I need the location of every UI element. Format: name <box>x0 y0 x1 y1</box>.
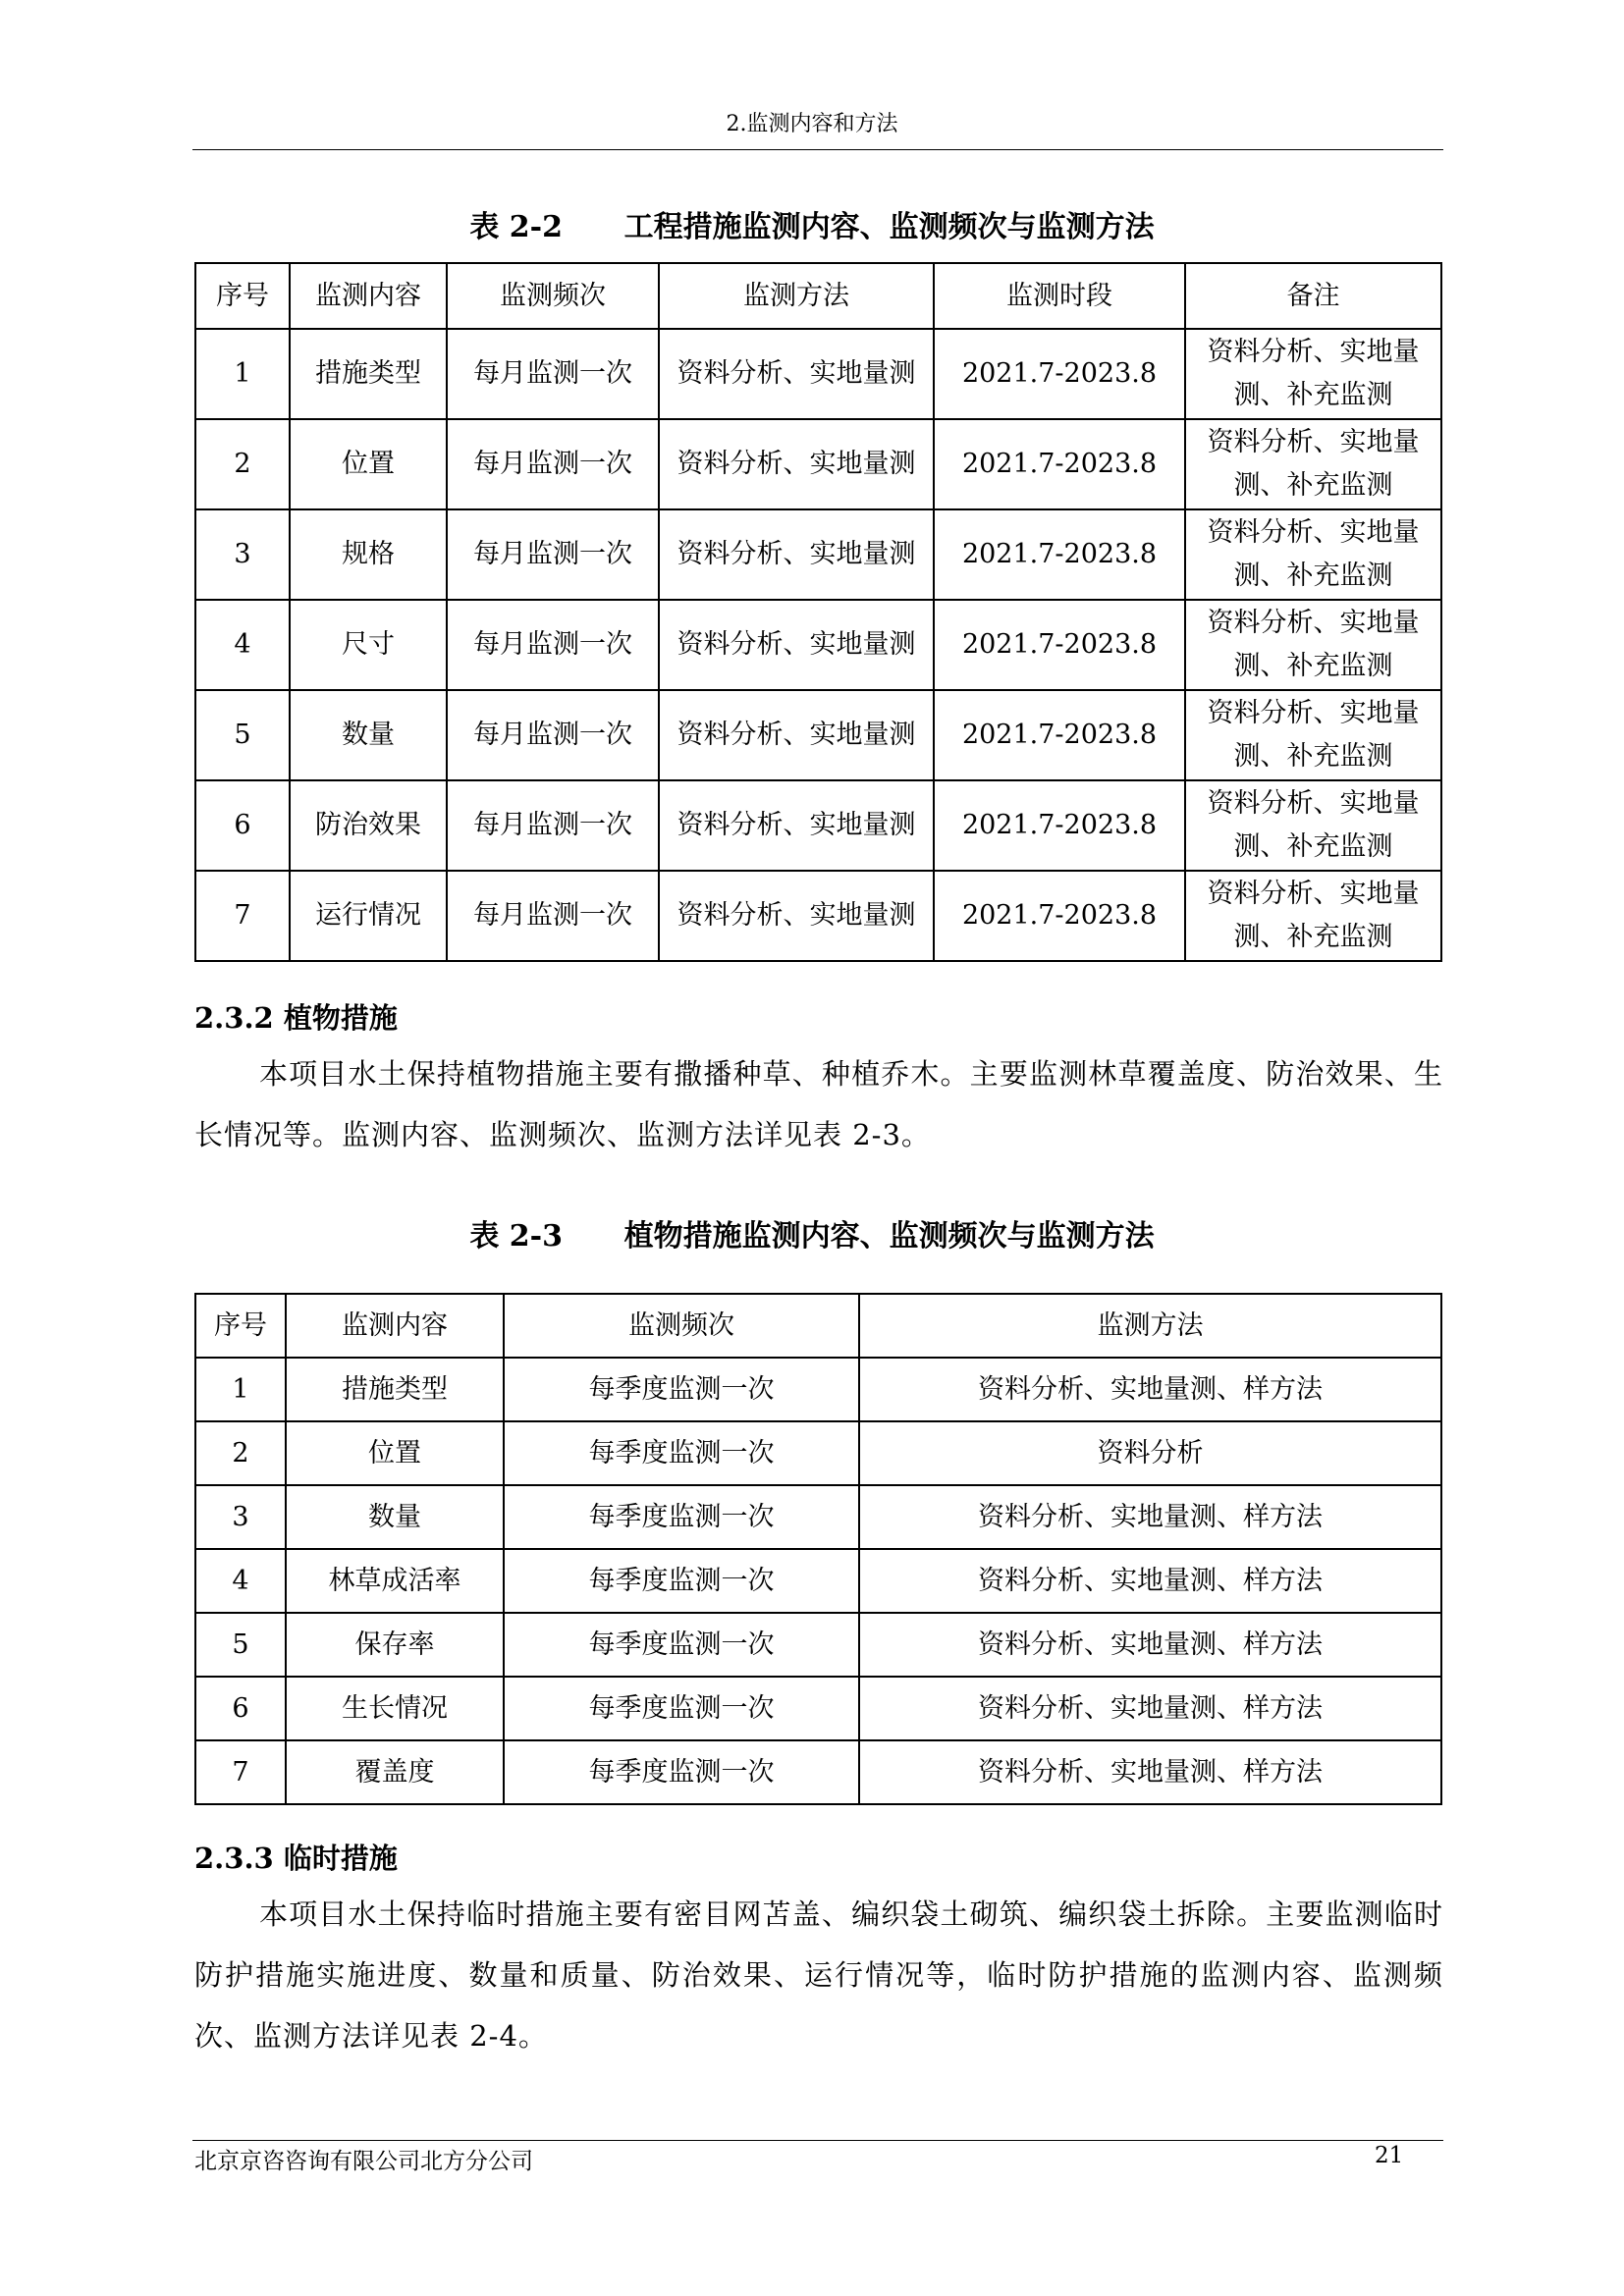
table-2-2 <box>194 262 1442 962</box>
table-cell: 资料分析、实地量测、补充监测 <box>1185 600 1441 690</box>
footer-rule <box>192 2140 1443 2141</box>
table-cell: 资料分析、实地量测 <box>659 600 934 690</box>
column-header: 监测频次 <box>447 263 659 329</box>
table-2-3-body <box>195 1358 1441 1804</box>
column-header: 监测方法 <box>659 263 934 329</box>
column-header: 序号 <box>195 263 290 329</box>
table-cell: 2021.7-2023.8 <box>934 871 1185 961</box>
table-cell: 资料分析、实地量测 <box>659 419 934 509</box>
table-row <box>195 690 1441 780</box>
table-cell: 资料分析、实地量测、样方法 <box>859 1677 1441 1740</box>
table-cell: 资料分析、实地量测 <box>659 329 934 419</box>
table-row <box>195 509 1441 600</box>
table-row <box>195 600 1441 690</box>
table-cell: 每季度监测一次 <box>504 1740 859 1804</box>
table-row <box>195 1549 1441 1613</box>
table-2-2-caption: 表 2-2 工程措施监测内容、监测频次与监测方法 <box>469 210 1155 244</box>
section-heading-2-3-3: 2.3.3 临时措施 <box>194 1842 398 1875</box>
column-header: 监测时段 <box>934 263 1185 329</box>
running-header: 2.监测内容和方法 <box>726 112 898 136</box>
table-cell: 资料分析、实地量测、样方法 <box>859 1485 1441 1549</box>
table-cell: 资料分析、实地量测、补充监测 <box>1185 690 1441 780</box>
table-cell: 2021.7-2023.8 <box>934 329 1185 419</box>
table-cell: 防治效果 <box>290 780 447 871</box>
table-row <box>195 1613 1441 1677</box>
table-cell: 每季度监测一次 <box>504 1485 859 1549</box>
table-cell: 覆盖度 <box>286 1740 504 1804</box>
table-2-3-caption: 表 2-3 植物措施监测内容、监测频次与监测方法 <box>469 1219 1155 1254</box>
column-header: 备注 <box>1185 263 1441 329</box>
table-cell: 1 <box>195 1358 286 1421</box>
table-2-2-body <box>195 329 1441 961</box>
table-cell: 2021.7-2023.8 <box>934 600 1185 690</box>
table-cell: 4 <box>195 1549 286 1613</box>
table-cell: 资料分析、实地量测、补充监测 <box>1185 871 1441 961</box>
table-row <box>195 780 1441 871</box>
table-cell: 措施类型 <box>286 1358 504 1421</box>
page-number: 21 <box>1375 2143 1404 2168</box>
table-cell: 尺寸 <box>290 600 447 690</box>
table-row <box>195 871 1441 961</box>
table-cell: 每月监测一次 <box>447 419 659 509</box>
table-cell: 生长情况 <box>286 1677 504 1740</box>
table-cell: 每季度监测一次 <box>504 1549 859 1613</box>
paragraph-2-3-2: 本项目水土保持植物措施主要有撒播种草、种植乔木。主要监测林草覆盖度、防治效果、生长情况等。监测内容、监测频次、监测方法详见表 2-3。 <box>194 1057 1443 1151</box>
table-cell: 每月监测一次 <box>447 780 659 871</box>
table-cell: 5 <box>195 690 290 780</box>
table-cell: 2 <box>195 419 290 509</box>
table-row <box>195 419 1441 509</box>
table-row <box>195 1358 1441 1421</box>
table-cell: 6 <box>195 1677 286 1740</box>
table-2-3 <box>194 1293 1442 1805</box>
table-cell: 每季度监测一次 <box>504 1421 859 1485</box>
table-cell: 每月监测一次 <box>447 871 659 961</box>
table-cell: 5 <box>195 1613 286 1677</box>
table-cell: 每季度监测一次 <box>504 1613 859 1677</box>
table-cell: 资料分析、实地量测、补充监测 <box>1185 780 1441 871</box>
table-cell: 数量 <box>290 690 447 780</box>
table-cell: 资料分析、实地量测 <box>659 780 934 871</box>
column-header: 监测方法 <box>859 1294 1441 1358</box>
table-cell: 保存率 <box>286 1613 504 1677</box>
column-header: 序号 <box>195 1294 286 1358</box>
table-cell: 资料分析、实地量测、补充监测 <box>1185 419 1441 509</box>
table-row <box>195 1421 1441 1485</box>
table-cell: 资料分析、实地量测 <box>659 871 934 961</box>
table-row <box>195 1740 1441 1804</box>
footer-company: 北京京咨咨询有限公司北方分公司 <box>194 2149 533 2174</box>
table-row <box>195 1677 1441 1740</box>
table-cell: 措施类型 <box>290 329 447 419</box>
table-cell: 每季度监测一次 <box>504 1677 859 1740</box>
table-cell: 资料分析、实地量测、补充监测 <box>1185 509 1441 600</box>
table-cell: 资料分析、实地量测、样方法 <box>859 1613 1441 1677</box>
paragraph-2-3-3: 本项目水土保持临时措施主要有密目网苫盖、编织袋土砌筑、编织袋土拆除。主要监测临时防护措施实施进度、数量和质量、防治效果、运行情况等，临时防护措施的监测内容、监测频次、监测方法详见表 2-4。 <box>194 1897 1443 2053</box>
table-cell: 每季度监测一次 <box>504 1358 859 1421</box>
header-rule <box>192 149 1443 150</box>
table-cell: 资料分析、实地量测、样方法 <box>859 1740 1441 1804</box>
table-cell: 规格 <box>290 509 447 600</box>
table-cell: 资料分析、实地量测、样方法 <box>859 1358 1441 1421</box>
table-cell: 资料分析、实地量测、样方法 <box>859 1549 1441 1613</box>
table-cell: 运行情况 <box>290 871 447 961</box>
table-cell: 7 <box>195 1740 286 1804</box>
table-cell: 资料分析、实地量测、补充监测 <box>1185 329 1441 419</box>
section-heading-2-3-2: 2.3.2 植物措施 <box>194 1001 398 1035</box>
table-cell: 2021.7-2023.8 <box>934 509 1185 600</box>
table-cell: 资料分析、实地量测 <box>659 509 934 600</box>
table-cell: 每月监测一次 <box>447 329 659 419</box>
table-row <box>195 329 1441 419</box>
table-row <box>195 1485 1441 1549</box>
column-header: 监测频次 <box>504 1294 859 1358</box>
column-header: 监测内容 <box>286 1294 504 1358</box>
table-cell: 每月监测一次 <box>447 509 659 600</box>
table-header-row <box>195 1294 1441 1358</box>
table-cell: 每月监测一次 <box>447 600 659 690</box>
table-cell: 位置 <box>286 1421 504 1485</box>
table-cell: 3 <box>195 1485 286 1549</box>
table-cell: 数量 <box>286 1485 504 1549</box>
table-cell: 6 <box>195 780 290 871</box>
table-cell: 林草成活率 <box>286 1549 504 1613</box>
table-cell: 2021.7-2023.8 <box>934 780 1185 871</box>
table-cell: 1 <box>195 329 290 419</box>
table-cell: 4 <box>195 600 290 690</box>
table-cell: 7 <box>195 871 290 961</box>
table-cell: 2021.7-2023.8 <box>934 690 1185 780</box>
table-cell: 2 <box>195 1421 286 1485</box>
table-cell: 资料分析、实地量测 <box>659 690 934 780</box>
table-header-row <box>195 263 1441 329</box>
table-cell: 2021.7-2023.8 <box>934 419 1185 509</box>
table-cell: 位置 <box>290 419 447 509</box>
table-cell: 每月监测一次 <box>447 690 659 780</box>
column-header: 监测内容 <box>290 263 447 329</box>
table-cell: 3 <box>195 509 290 600</box>
table-cell: 资料分析 <box>859 1421 1441 1485</box>
